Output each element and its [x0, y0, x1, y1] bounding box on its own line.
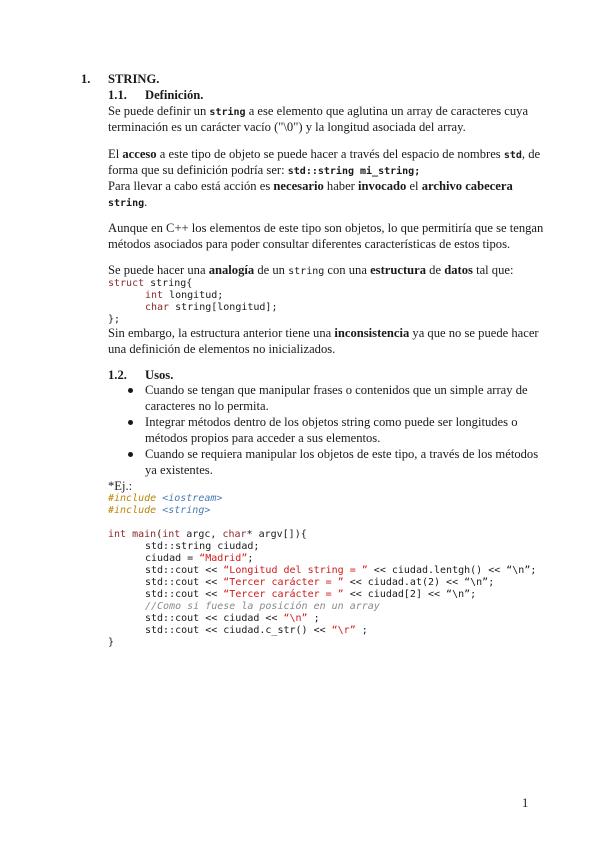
paragraph-2-line-2: forma que su definición podría ser: std::string mi_string;	[108, 163, 421, 177]
example-code-line-4: std::cout << “Tercer carácter = ” << ciudad.at(2) << “\n”;	[145, 577, 495, 588]
inline-code-declaration: std::string mi_string;	[287, 166, 421, 177]
bullet-2-line-2: métodos propios para acceder a sus elementos.	[145, 431, 381, 445]
paragraph-5-line-2: una definición de elementos no inicializados.	[108, 342, 336, 356]
paragraph-5-line-1: Sin embargo, la estructura anterior tiene una inconsistencia ya que no se puede hacer	[108, 326, 539, 340]
paragraph-2-line-1: El acceso a este tipo de objeto se puede hacer a través del espacio de nombres std, de	[108, 147, 541, 161]
struct-code-line-4: };	[108, 314, 121, 325]
section-2-title: Usos.	[145, 368, 174, 382]
struct-code-line-2: int longitud;	[145, 290, 224, 301]
bullet-1-line-2: caracteres no lo permita.	[145, 399, 269, 413]
example-code-include-2: #include <string>	[108, 505, 211, 516]
bullet-2-line-1: Integrar métodos dentro de los objetos string como puede ser longitudes o	[145, 415, 518, 429]
example-label: *Ej.:	[108, 479, 133, 493]
bullet-icon	[128, 452, 133, 457]
heading-number: 1.	[81, 72, 91, 86]
bullet-3-line-1: Cuando se requiera manipular los objetos de este tipo, a través de los métodos	[145, 447, 539, 461]
struct-code-line-3: char string[longitud];	[145, 302, 278, 313]
paragraph-3-line-2: métodos asociados para poder consultar diferentes características de estos tipos.	[108, 237, 511, 251]
paragraph-1-line-1: Se puede definir un string a ese elemento que aglutina un array de caracteres cuya	[108, 104, 529, 118]
bullet-1-line-1: Cuando se tengan que manipular frases o contenidos que un simple array de	[145, 383, 528, 397]
paragraph-3-line-1: Aunque en C++ los elementos de este tipo son objetos, lo que permitiría que se tengan	[108, 221, 544, 235]
struct-code-line-1: struct string{	[108, 278, 193, 289]
bullet-icon	[128, 388, 133, 393]
section-1-number: 1.1.	[108, 88, 127, 102]
page-number: 1	[522, 796, 529, 810]
paragraph-2-line-3: Para llevar a cabo está acción es necesario haber invocado el archivo cabecera	[108, 179, 513, 193]
section-1-title: Definición.	[145, 88, 204, 102]
bullet-3-line-2: ya existentes.	[145, 463, 213, 477]
example-code-line-1: std::string ciudad;	[145, 541, 260, 552]
paragraph-2-line-4: string.	[108, 195, 148, 209]
bullet-icon	[128, 420, 133, 425]
example-code-close: }	[108, 637, 115, 648]
inline-code-string: string	[209, 107, 246, 118]
example-code-line-3: std::cout << “Longitud del string = ” << ciudad.lentgh() << “\n”;	[145, 565, 537, 576]
section-2-number: 1.2.	[108, 368, 127, 382]
example-code-line-8: std::cout << ciudad.c_str() << “\r” ;	[145, 625, 368, 636]
example-code-main: int main(int argc, char* argv[]){	[108, 529, 307, 540]
example-code-line-2: ciudad = “Madrid”;	[145, 553, 254, 564]
example-code-line-5: std::cout << “Tercer carácter = ” << ciudad[2] << “\n”;	[145, 589, 477, 600]
paragraph-4-line-1: Se puede hacer una analogía de un string con una estructura de datos tal que:	[108, 263, 514, 277]
example-code-include-1: #include <iostream>	[108, 493, 223, 504]
heading-title: STRING.	[108, 72, 160, 86]
paragraph-1-line-2: terminación es un carácter vacío ("\0") y la longitud asociada del array.	[108, 120, 466, 134]
example-code-comment: //Como si fuese la posición en un array	[145, 601, 380, 612]
example-code-line-7: std::cout << ciudad << “\n” ;	[145, 613, 320, 624]
